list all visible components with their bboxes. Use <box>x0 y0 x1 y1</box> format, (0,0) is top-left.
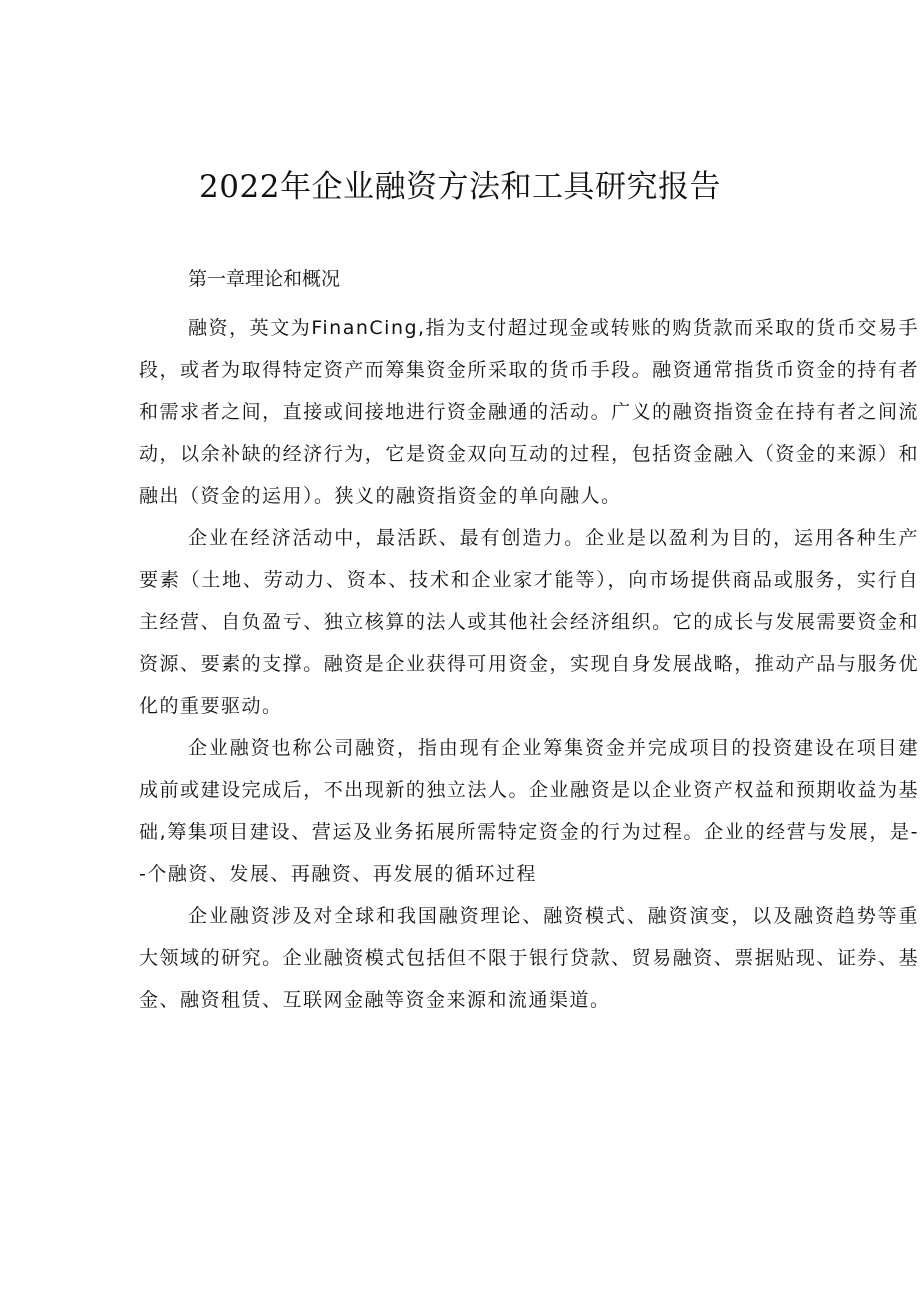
paragraph-financing-modes: 企业融资涉及对全球和我国融资理论、融资模式、融资演变，以及融资趋势等重大领域的研究。企业融资模式包括但不限于银行贷款、贸易融资、票据贴现、证券、基金、融资租赁、互联网金融等资金来源和流通渠道。 <box>139 905 919 1011</box>
document-title: 2022年企业融资方法和工具研究报告 <box>199 169 721 205</box>
paragraph-enterprise-role: 企业在经济活动中，最活跃、最有创造力。企业是以盈利为目的，运用各种生产要素（土地、劳动力、资本、技术和企业家才能等），向市场提供商品或服务，实行自主经营、自负盈亏、独立核算的法人或其他社会经济组织。它的成长与发展需要资金和资源、要素的支撑。融资是企业获得可用资金，实现自身发展战略，推动产品与服务优化的重要驱动。 <box>139 527 919 717</box>
body-text <box>139 307 919 1021</box>
paragraph-corporate-financing: 企业融资也称公司融资，指由现有企业筹集资金并完成项目的投资建设在项目建成前或建设完成后，不出现新的独立法人。企业融资是以企业资产权益和预期收益为基础,筹集项目建设、营运及业务拓展所需特定资金的行为过程。企业的经营与发展，是--个融资、发展、再融资、再发展的循环过程 <box>139 737 919 885</box>
chapter-heading: 第一章理论和概况 <box>188 269 341 290</box>
paragraph-financing-definition: 融资，英文为FinanCing,指为支付超过现金或转账的购货款而采取的货币交易手段，或者为取得特定资产而筹集资金所采取的货币手段。融资通常指货币资金的持有者和需求者之间，直接或间接地进行资金融通的活动。广义的融资指资金在持有者之间流动，以余补缺的经济行为，它是资金双向互动的过程，包括资金融入（资金的来源）和融出（资金的运用）。狭义的融资指资金的单向融人。 <box>139 317 919 507</box>
